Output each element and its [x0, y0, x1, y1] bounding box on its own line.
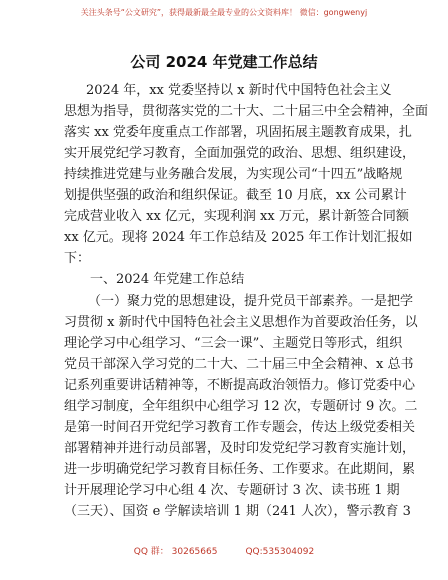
body-line: 划提供坚强的政治和组织保证。截至 10 月底，xx 公司累计 [64, 188, 407, 203]
body-line: 理论学习中心组学习、“三会一课”、主题党日等形式，组织 [64, 336, 403, 351]
body-line: 是第一时间召开党纪学习教育工作专题会，传达上级党委相关 [64, 420, 416, 435]
body-line: 实开展党纪学习教育，全面加强党的政治、思想、组织建设， [64, 146, 416, 161]
body-line: 进一步明确党纪学习教育目标任务、工作要求。在此期间，累 [64, 462, 416, 477]
body-line: 思想为指导，贯彻落实党的二十大、二十届三中全会精神，全面 [64, 104, 429, 119]
body-line: xx 亿元。现将 2024 年工作总结及 2025 年工作计划汇报如 [64, 230, 413, 245]
section-heading: 一、2024 年党建工作总结 [90, 272, 245, 287]
document-title: 公司 2024 年党建工作总结 [130, 53, 318, 71]
promo-banner: 关注头条号“公文研究”，获得最新最全最专业的公文资料库！ 微信：gongwenyj [80, 8, 368, 17]
body-line: 下： [64, 251, 91, 266]
body-line: 部署精神并进行动员部署，及时印发党纪学习教育实施计划， [64, 441, 416, 456]
body-line: （三天）、国资 e 学解读培训 1 期（241 人次），警示教育 3 [64, 504, 411, 519]
body-line: 2024 年，xx 党委坚持以 x 新时代中国特色社会主义 [86, 83, 392, 98]
body-line: 习贯彻 x 新时代中国特色社会主义思想作为首要政治任务，以 [64, 315, 418, 330]
body-line: 党员干部深入学习党的二十大、二十届三中全会精神、x 总书 [64, 357, 414, 372]
body-line: 组学习制度，全年组织中心组学习 12 次，专题研讨 9 次。二 [64, 399, 418, 414]
qq-group-text: QQ 群： 30265665 [133, 547, 218, 557]
body-line: 持续推进党建与业务融合发展，为实现公司“十四五”战略规 [64, 167, 403, 182]
body-line: （一）聚力党的思想建设，提升党员干部素养。一是把学 [88, 294, 414, 309]
qq-text: QQ:535304092 [245, 547, 315, 557]
body-line: 记系列重要讲话精神等，不断提高政治领悟力。修订党委中心 [64, 378, 416, 393]
body-line: 落实 xx 党委年度重点工作部署，巩固拓展主题教育成果，扎 [64, 125, 412, 140]
contact-footer [0, 546, 448, 558]
body-line: 完成营业收入 xx 亿元，实现利润 xx 万元，累计新签合同额 [64, 209, 409, 224]
body-line: 计开展理论学习中心组 4 次、专题研讨 3 次、读书班 1 期 [64, 483, 400, 498]
